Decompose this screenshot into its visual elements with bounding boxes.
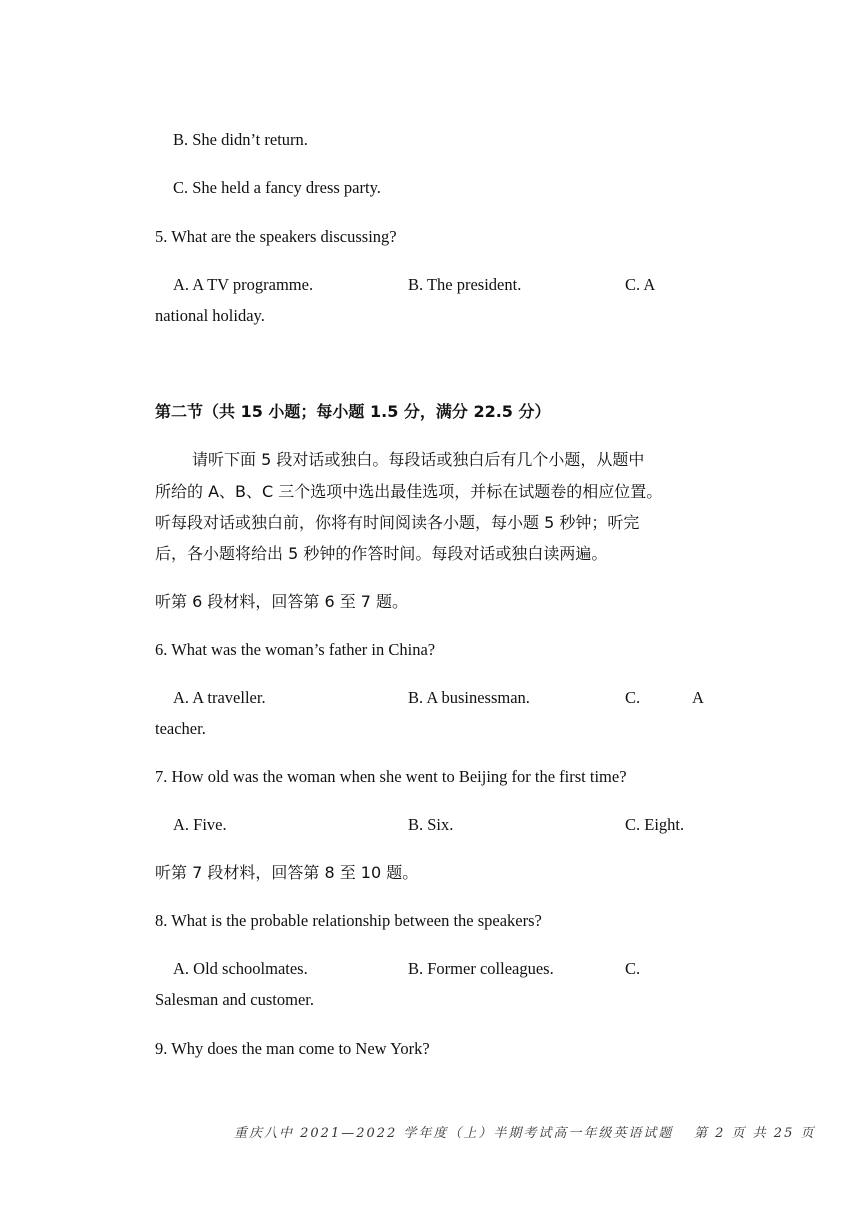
q8-question: 8. What is the probable relationship between the speakers? <box>155 911 542 930</box>
footer-page-number: 第 2 页 共 25 页 <box>694 1126 816 1141</box>
q5-option-b: B. The president. <box>408 275 522 294</box>
material-6-intro: 听第 6 段材料，回答第 6 至 7 题。 <box>155 592 409 611</box>
q6-option-b: B. A businessman. <box>408 688 530 707</box>
q7-option-b: B. Six. <box>408 815 454 834</box>
q8-option-a: A. Old schoolmates. <box>173 959 308 978</box>
section-heading: 第二节（共 15 小题；每小题 1.5 分，满分 22.5 分） <box>155 402 551 421</box>
q6-option-c-continued: teacher. <box>155 719 206 738</box>
page-footer <box>234 1122 816 1141</box>
q6-option-a: A. A traveller. <box>173 688 266 707</box>
instructions-line-3: 听每段对话或独白前，你将有时间阅读各小题，每小题 5 秒钟；听完 <box>155 513 640 532</box>
q4-option-c: C. She held a fancy dress party. <box>173 178 381 197</box>
q7-option-c: C. Eight. <box>625 815 685 834</box>
instructions-line-1: 请听下面 5 段对话或独白。每段话或独白后有几个小题，从题中 <box>192 450 645 469</box>
q5-question: 5. What are the speakers discussing? <box>155 227 397 246</box>
q5-option-c: C. A <box>625 275 656 294</box>
q8-option-c-label: C. <box>625 959 641 978</box>
q5-option-c-continued: national holiday. <box>155 306 265 325</box>
q6-option-c-label: C. <box>625 688 641 707</box>
instructions-line-4: 后，各小题将给出 5 秒钟的作答时间。每段对话或独白读两遍。 <box>155 544 608 563</box>
q7-question: 7. How old was the woman when she went to Beijing for the first time? <box>155 767 627 786</box>
material-7-intro: 听第 7 段材料，回答第 8 至 10 题。 <box>155 863 419 882</box>
q9-question: 9. Why does the man come to New York? <box>155 1039 430 1058</box>
q6-option-c-word: A <box>692 688 704 707</box>
q5-option-a: A. A TV programme. <box>173 275 314 294</box>
q8-option-c-continued: Salesman and customer. <box>155 990 315 1009</box>
q8-option-b: B. Former colleagues. <box>408 959 554 978</box>
footer-exam-title: 重庆八中 2021—2022 学年度（上）半期考试高一年级英语试题 <box>234 1126 674 1141</box>
q4-option-b: B. She didn’t return. <box>173 130 308 149</box>
q6-question: 6. What was the woman’s father in China? <box>155 640 436 659</box>
q7-option-a: A. Five. <box>173 815 227 834</box>
instructions-line-2: 所给的 A、B、C 三个选项中选出最佳选项，并标在试题卷的相应位置。 <box>155 482 663 501</box>
